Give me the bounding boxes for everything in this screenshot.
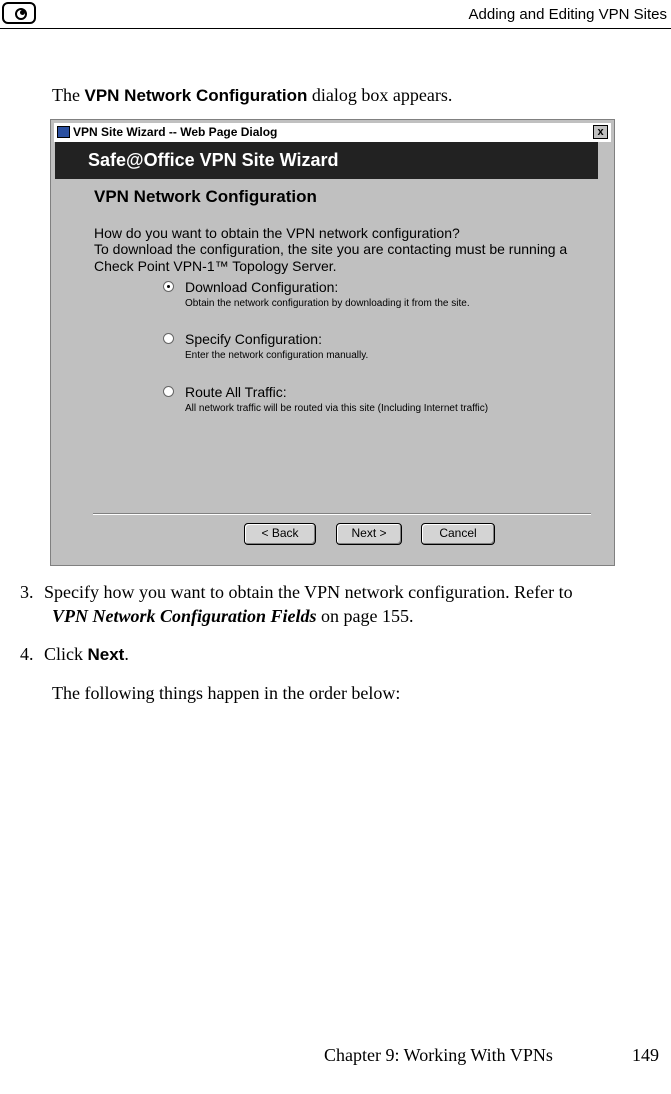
question-line: How do you want to obtain the VPN network configuration? [94,225,460,241]
option-description: Enter the network configuration manually. [185,350,369,361]
header-rule [0,28,671,29]
page-number: 149 [632,1045,659,1065]
option-description: All network traffic will be routed via this site (Including Internet traffic) [185,403,489,414]
wizard-banner [55,142,598,179]
step-3-reference: VPN Network Configuration Fields on page 155. [52,606,414,626]
button-separator [93,513,591,515]
dialog-window-title: VPN Site Wizard -- Web Page Dialog [73,125,278,139]
question-line: Check Point VPN-1™ Topology Server. [94,258,337,274]
cross-reference-link[interactable]: VPN Network Configuration Fields [52,606,317,626]
radio-route-all-traffic[interactable] [163,386,174,397]
intro-paragraph: The VPN Network Configuration dialog box appears. [52,85,453,105]
option-label: Download Configuration: [185,279,339,295]
vpn-config-dialog [50,119,615,566]
question-line: To download the configuration, the site you are contacting must be running a [94,241,568,257]
step-4: 4. Click Next. [20,644,129,664]
dialog-name: VPN Network Configuration [84,86,308,105]
option-description: Obtain the network configuration by downloading it from the site. [185,298,470,309]
cancel-button[interactable]: Cancel [421,523,495,545]
close-icon[interactable]: x [593,125,608,139]
back-button[interactable]: < Back [244,523,316,545]
next-keyword: Next [87,645,125,664]
next-button[interactable]: Next > [336,523,402,545]
option-label: Route All Traffic: [185,384,287,400]
wizard-banner-title: Safe@Office VPN Site Wizard [88,150,339,170]
step-3: 3. Specify how you want to obtain the VPN network configuration. Refer to [20,582,573,602]
option-label: Specify Configuration: [185,331,322,347]
running-header: Adding and Editing VPN Sites [468,6,667,23]
manual-icon [2,2,36,24]
radio-specify-configuration[interactable] [163,333,174,344]
dialog-titlebar [54,123,611,142]
footer-chapter: Chapter 9: Working With VPNs [324,1045,553,1065]
ie-icon [57,126,70,138]
radio-download-configuration[interactable] [163,281,174,292]
follow-paragraph: The following things happen in the order below: [52,683,401,703]
dialog-heading: VPN Network Configuration [94,187,317,206]
